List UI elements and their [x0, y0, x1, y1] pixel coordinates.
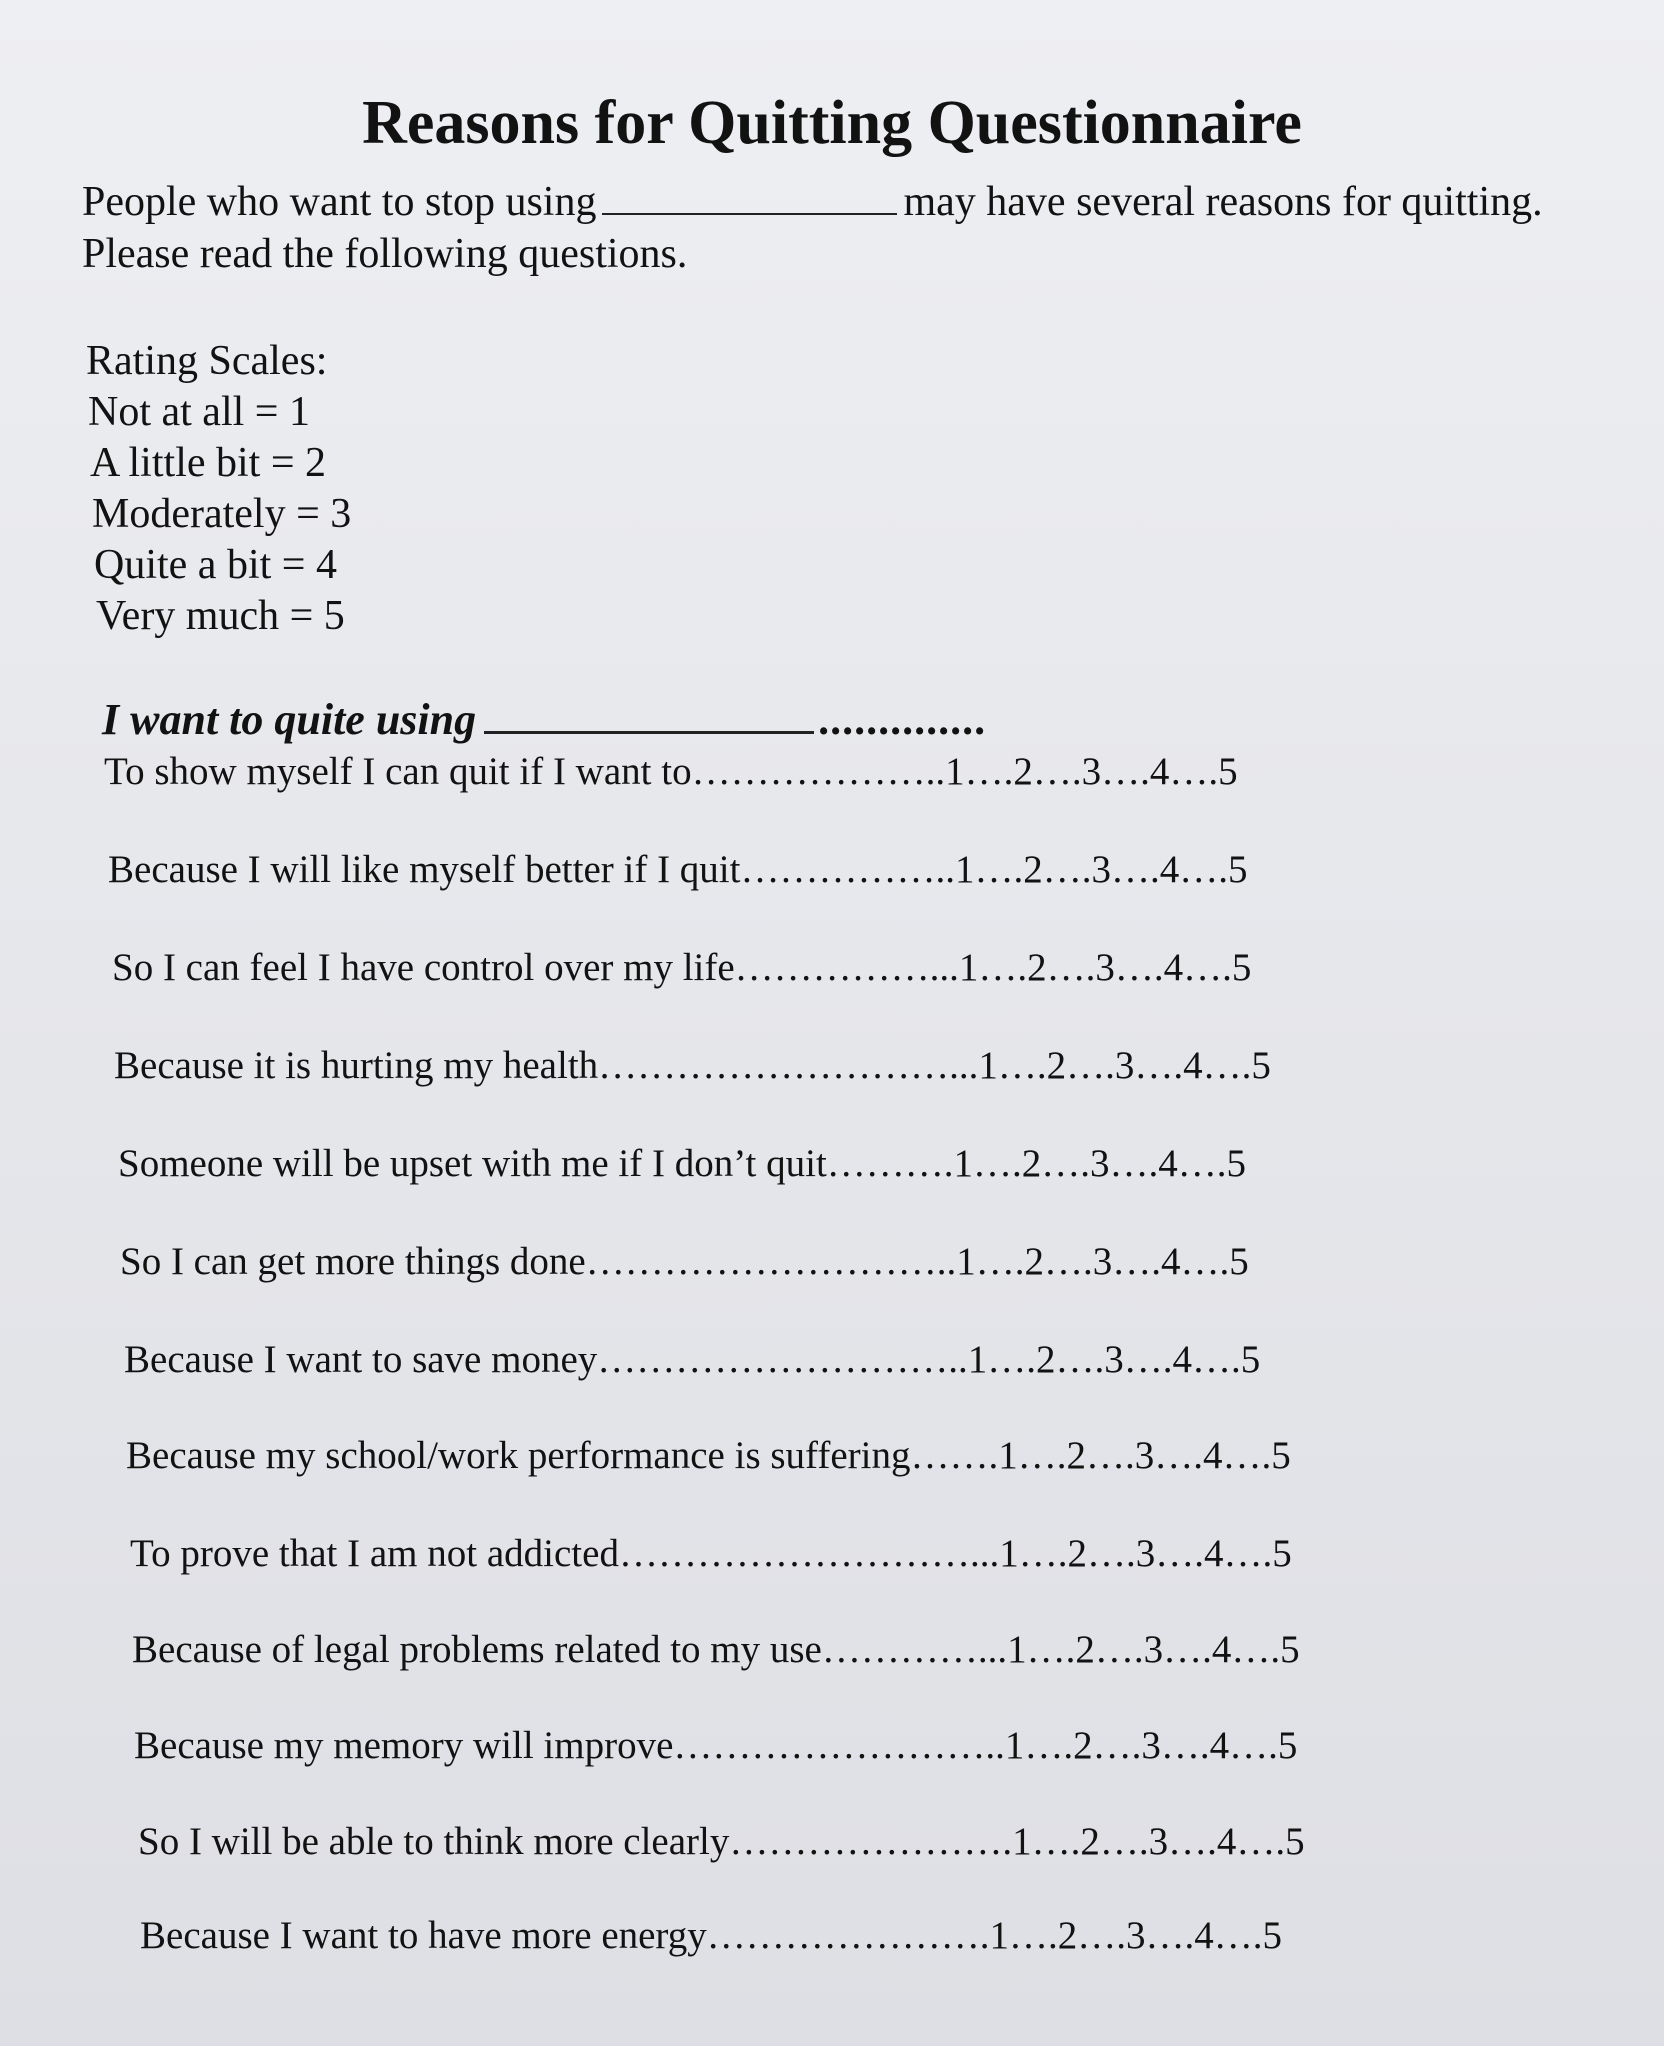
question-text: Because I will like myself better if I quit — [108, 848, 741, 891]
question-item — [140, 1916, 1282, 1955]
question-text: Because my school/work performance is suffering — [126, 1434, 911, 1477]
question-rating-scale: 1….2….3….4….5 — [958, 946, 1252, 989]
questions-heading-text: I want to quite using — [102, 695, 477, 744]
question-text: So I can get more things done — [120, 1240, 586, 1283]
question-rating-scale: 1….2….3….4….5 — [1004, 1724, 1298, 1767]
page-title: Reasons for Quitting Questionnaire — [362, 89, 1302, 157]
question-text: To prove that I am not addicted — [130, 1532, 619, 1575]
question-text: Someone will be upset with me if I don’t quit — [118, 1142, 827, 1185]
question-rating-scale: 1….2….3….4….5 — [989, 1914, 1282, 1957]
question-item — [112, 948, 1251, 987]
question-item — [132, 1630, 1300, 1669]
question-text: So I will be able to think more clearly — [138, 1820, 730, 1863]
questions-heading — [102, 694, 986, 745]
question-leader-dots: ……………………….. — [585, 1240, 957, 1283]
question-item — [134, 1726, 1297, 1765]
heading-dots: .............. — [818, 695, 987, 744]
intro-text-after-blank: may have several reasons for quitting. — [903, 179, 1543, 225]
rating-scale-item: Not at all = 1 — [88, 389, 310, 435]
question-leader-dots: ……………….. — [691, 750, 946, 793]
rating-scale-item: A little bit = 2 — [90, 440, 327, 486]
question-text: To show myself I can quit if I want to — [104, 750, 692, 793]
question-leader-dots: ………. — [826, 1142, 954, 1185]
question-leader-dots: ……. — [910, 1434, 999, 1477]
rating-scales — [86, 336, 351, 642]
question-leader-dots: ……………... — [734, 946, 959, 989]
question-item — [108, 850, 1247, 889]
question-text: Because my memory will improve — [134, 1724, 674, 1767]
heading-blank-line — [484, 695, 814, 734]
question-rating-scale: 1….2….3….4….5 — [967, 1338, 1261, 1381]
intro-text-before-blank: People who want to stop using — [82, 179, 597, 225]
substance-blank-line — [602, 179, 897, 215]
question-item — [104, 752, 1238, 791]
rating-scales-heading: Rating Scales: — [86, 338, 328, 384]
question-item — [130, 1534, 1292, 1573]
question-leader-dots: ……………………….. — [597, 1338, 968, 1381]
question-rating-scale: 1….2….3….4….5 — [978, 1044, 1271, 1087]
question-rating-scale: 1….2….3….4….5 — [956, 1240, 1249, 1283]
question-item — [120, 1242, 1249, 1281]
question-item — [114, 1046, 1271, 1085]
question-rating-scale: 1….2….3….4….5 — [953, 1142, 1247, 1185]
question-leader-dots: …………………. — [729, 1820, 1013, 1863]
question-leader-dots: ………………………... — [618, 1532, 1000, 1575]
question-item — [138, 1822, 1305, 1861]
question-rating-scale: 1….2….3….4….5 — [999, 1532, 1292, 1575]
question-leader-dots: ………………………... — [598, 1044, 979, 1087]
question-leader-dots: …………... — [821, 1628, 1008, 1671]
question-leader-dots: …………….. — [740, 848, 955, 891]
intro-line-2: Please read the following questions. — [82, 231, 688, 277]
rating-scale-item: Moderately = 3 — [92, 491, 352, 537]
question-item — [118, 1144, 1246, 1183]
question-text: Because I want to save money — [124, 1338, 598, 1381]
question-leader-dots: …………………. — [706, 1914, 990, 1957]
question-text: Because I want to have more energy — [140, 1914, 707, 1957]
rating-scale-item: Quite a bit = 4 — [94, 542, 337, 588]
question-text: Because it is hurting my health — [114, 1044, 599, 1087]
intro-line-1 — [82, 176, 1642, 228]
question-rating-scale: 1….2….3….4….5 — [954, 848, 1248, 891]
question-item — [124, 1340, 1260, 1379]
question-rating-scale: 1….2….3….4….5 — [1012, 1820, 1305, 1863]
question-text: Because of legal problems related to my use — [132, 1628, 822, 1671]
question-leader-dots: …………………….. — [673, 1724, 1005, 1767]
question-item — [126, 1436, 1291, 1475]
question-rating-scale: 1….2….3….4….5 — [945, 750, 1238, 793]
question-rating-scale: 1….2….3….4….5 — [998, 1434, 1291, 1477]
rating-scale-item: Very much = 5 — [96, 593, 345, 639]
question-text: So I can feel I have control over my life — [112, 946, 735, 989]
question-rating-scale: 1….2….3….4….5 — [1007, 1628, 1300, 1671]
intro-paragraph — [82, 176, 1642, 280]
